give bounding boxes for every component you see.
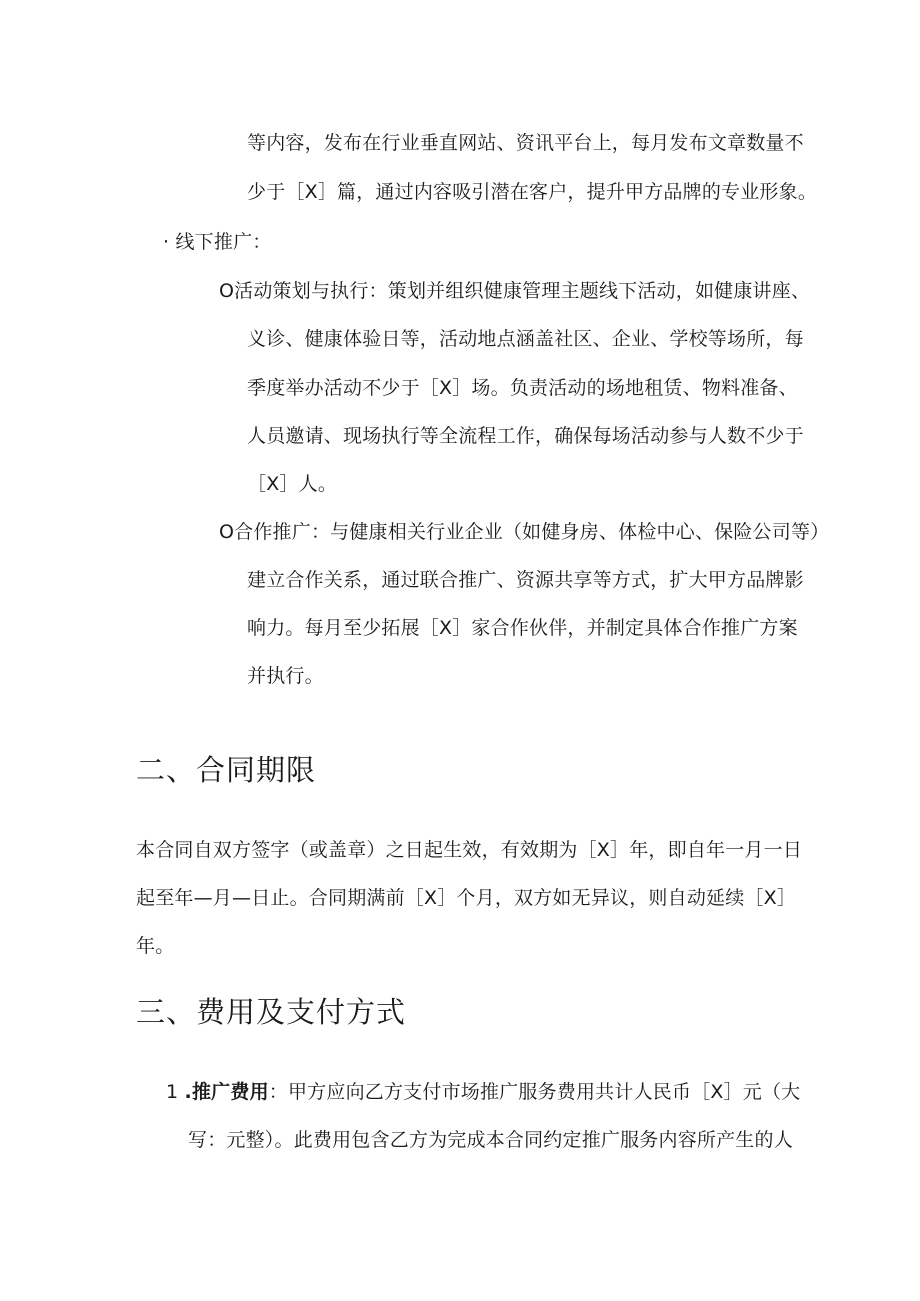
list-item-promotion-fee — [166, 1080, 800, 1104]
list-item-cooperation: O合作推广：与健康相关行业企业（如健身房、体检中心、保险公司等） — [219, 521, 830, 543]
section-title-fees-payment: 三、费用及支付方式 — [136, 995, 407, 1029]
item-label: .推广费用 — [184, 1081, 269, 1103]
paragraph-line: 起至年—月—日止。合同期满前［X］个月，双方如无异议，则自动延续［X］ — [136, 887, 797, 909]
offline-promotion-header: · 线下推广： — [163, 231, 272, 253]
paragraph-line: 并执行。 — [247, 665, 324, 687]
section-title-contract-term: 二、合同期限 — [136, 753, 317, 787]
paragraph-line: 写：元整）。此费用包含乙方为完成本合同约定推广服务内容所产生的人 — [188, 1129, 793, 1151]
paragraph-line: 少于［X］篇，通过内容吸引潜在客户，提升甲方品牌的专业形象。 — [247, 181, 818, 203]
item-number: 1 — [166, 1081, 179, 1103]
paragraph-line: 义诊、健康体验日等，活动地点涵盖社区、企业、学校等场所，每 — [247, 328, 804, 350]
paragraph-line: 建立合作关系，通过联合推广、资源共享等方式，扩大甲方品牌影 — [247, 569, 804, 591]
item-text: ：甲方应向乙方支付市场推广服务费用共计人民币［X］元（大 — [268, 1081, 801, 1103]
paragraph-line: 人员邀请、现场执行等全流程工作，确保每场活动参与人数不少于 — [247, 425, 804, 447]
paragraph-line: 响力。每月至少拓展［X］家合作伙伴，并制定具体合作推广方案 — [247, 617, 798, 639]
paragraph-line: 季度举办活动不少于［X］场。负责活动的场地租赁、物料准备、 — [247, 377, 798, 399]
paragraph-line: 等内容，发布在行业垂直网站、资讯平台上，每月发布文章数量不 — [247, 132, 804, 154]
paragraph-line: 本合同自双方签字（或盖章）之日起生效，有效期为［X］年，即自年一月一日 — [136, 839, 803, 861]
paragraph-line: 年。 — [136, 935, 175, 957]
paragraph-line: ［X］人。 — [247, 473, 338, 495]
list-item-event-planning: O活动策划与执行：策划并组织健康管理主题线下活动，如健康讲座、 — [219, 280, 811, 302]
